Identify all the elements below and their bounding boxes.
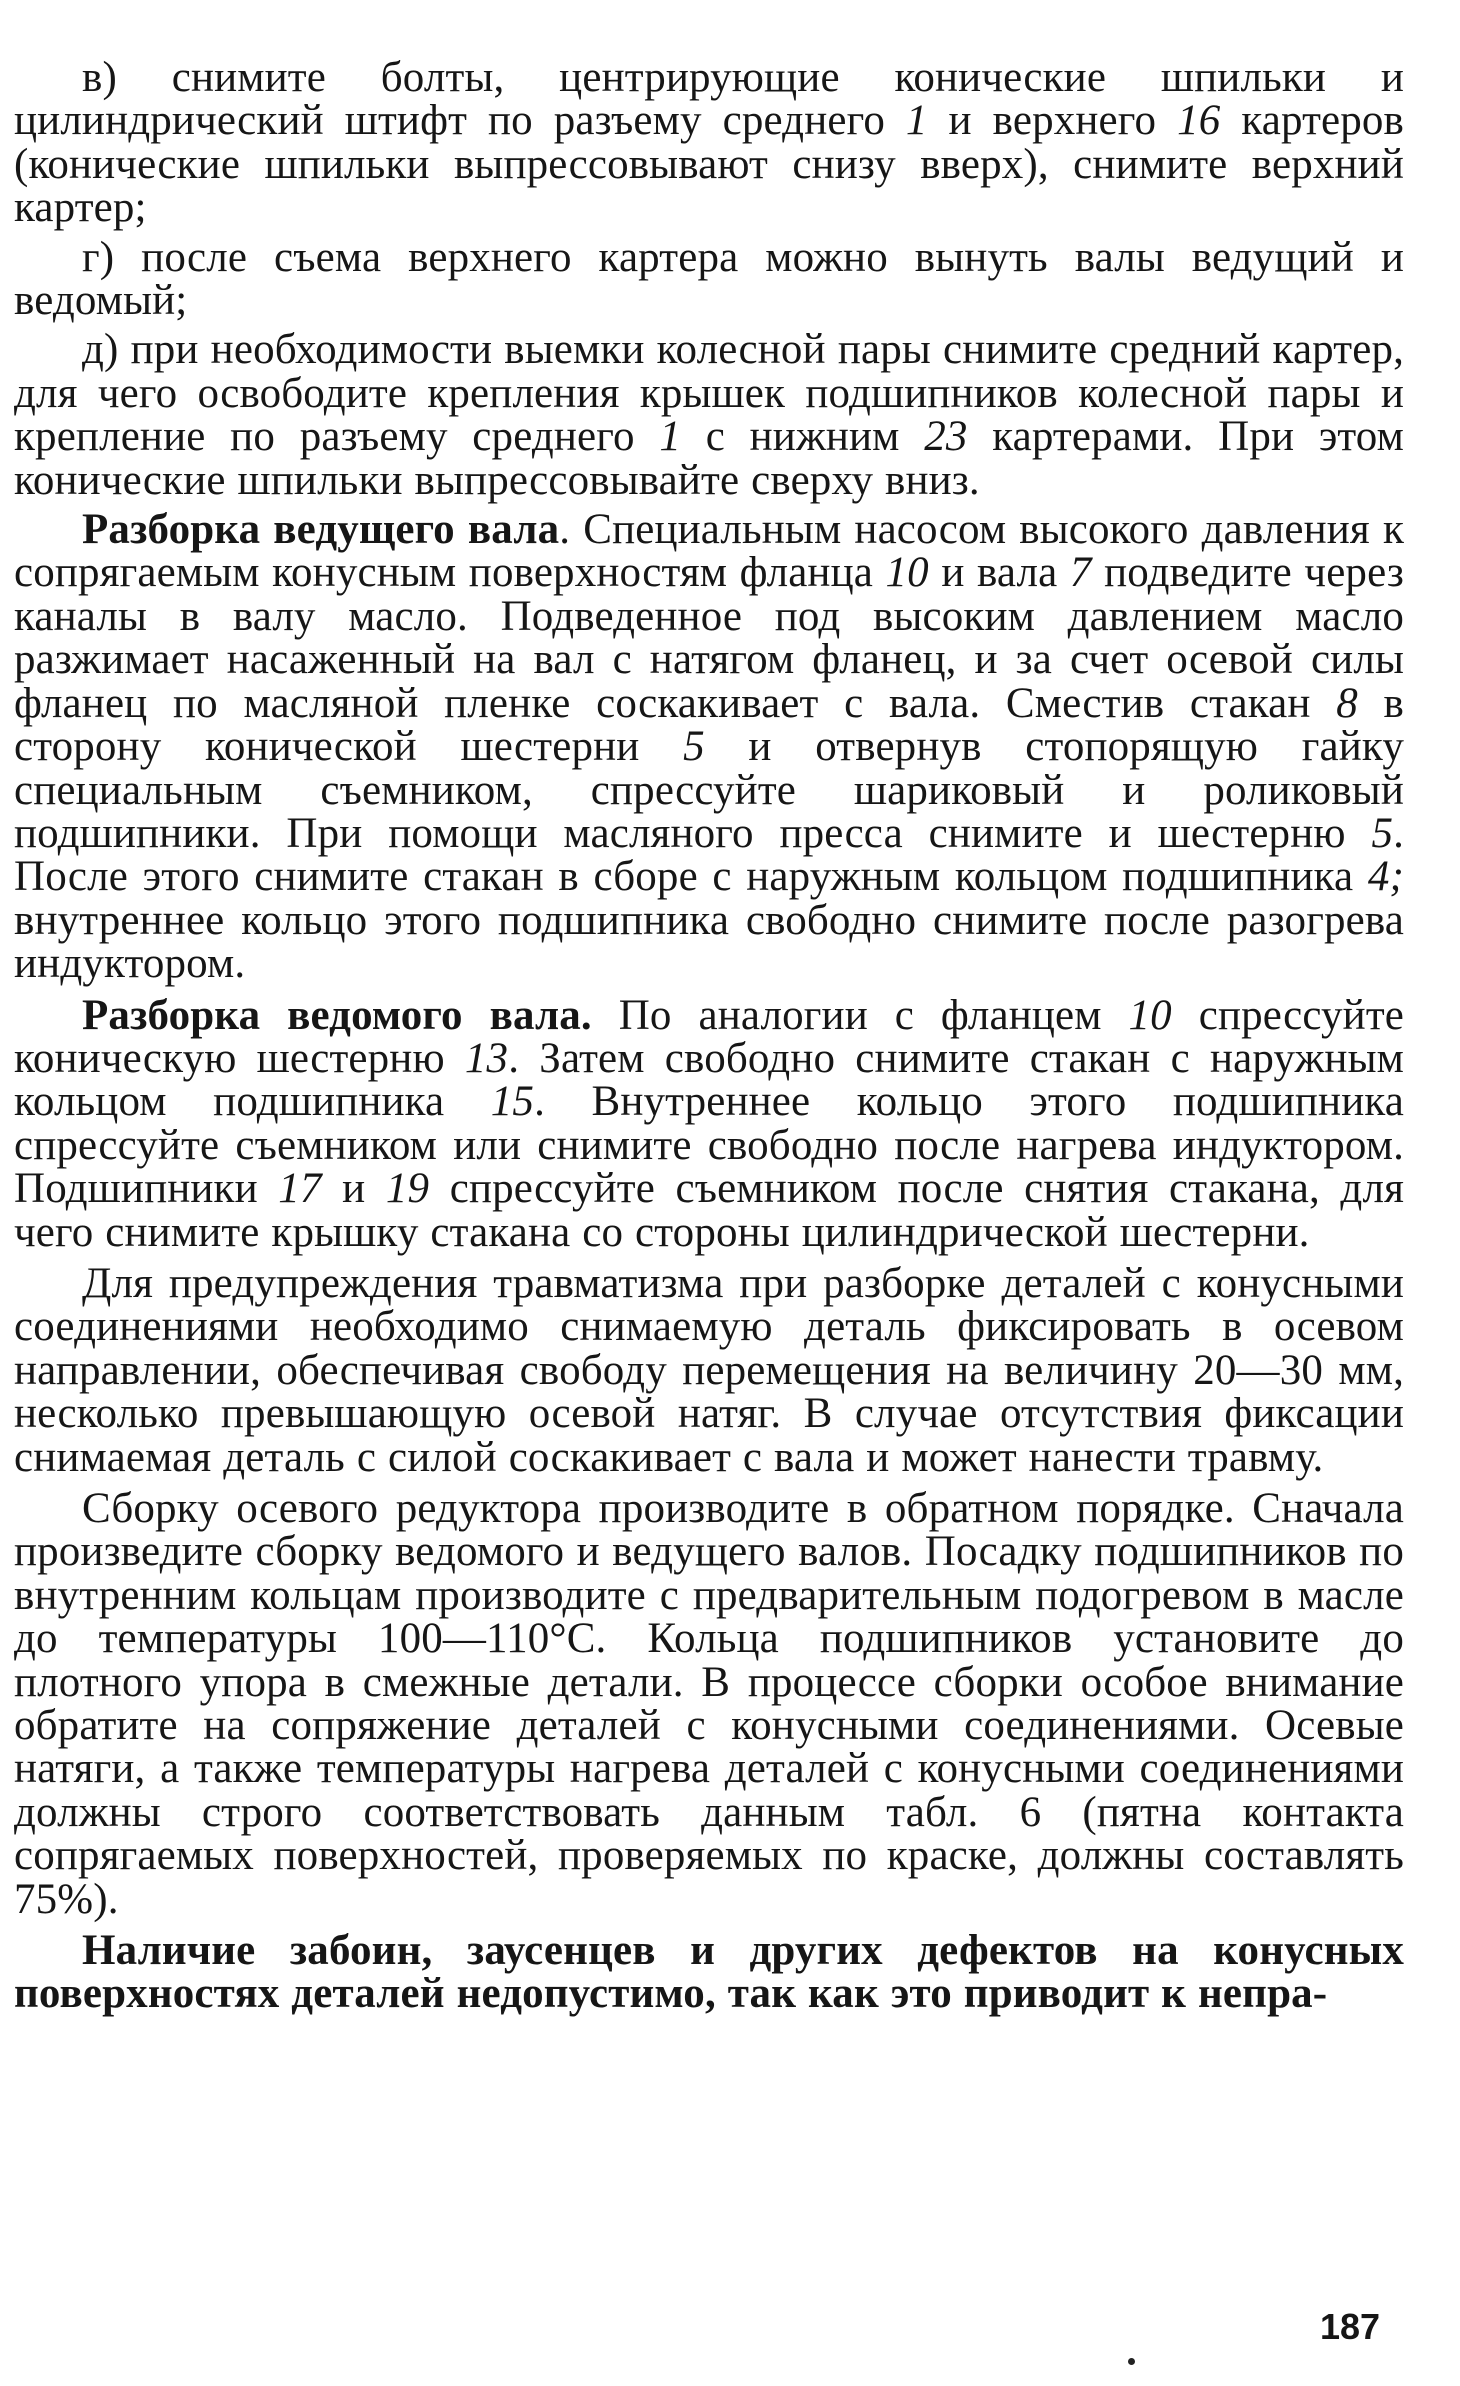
reference-number: 8: [1336, 679, 1358, 727]
reference-number: 17: [278, 1165, 322, 1213]
text-run: г) после съема верхнего картера можно вынуть валы ведущий и ведомый;: [14, 233, 1404, 325]
reference-number: 5: [683, 723, 705, 771]
text-run: Сборку осевого редуктора производите в обратном порядке. Сначала произведите сборку ведомого и ведущего валов. Посадку подшипников по внутренним кольцам производите с предварительным подогревом в масле до температуры 100—110°С. Кольца подшипников установите до плотного упора в смежные детали. В процессе сборки особое внимание обратите на сопряжение деталей с конусными соединениями. Осевые натяги, а также температуры нагрева деталей с конусными соединениями должны строго соответствовать данным табл. 6 (пятна контакта сопрягаемых поверхностей, проверяемых по краске, должны составлять 75%).: [14, 1485, 1404, 1923]
text-run: и вала: [928, 549, 1070, 597]
paragraph-drive-shaft: [14, 506, 1404, 988]
reference-number: 10: [1128, 991, 1172, 1039]
paragraph-d: [14, 328, 1404, 502]
text-run: . Специальным насосом высокого давления к сопрягаемым конусным поверхностям фланца: [14, 506, 1404, 597]
reference-number: 15: [490, 1078, 535, 1126]
reference-number: 10: [885, 549, 929, 597]
text-run: . Затем свободно снимите стакан с наружным кольцом подшипника: [14, 1034, 1404, 1126]
text-run: и верхнего: [927, 97, 1178, 145]
print-speck: [1128, 2358, 1135, 2365]
text-run: и отвернув стопорящую гайку специальным съемником, спрессуйте шариковый и роликовый подшипники. При помощи масляного пресса снимите и шестерню: [14, 723, 1404, 857]
reference-number: 4;: [1367, 853, 1404, 901]
text-run: картерами. При этом конические шпильки выпрессовывайте сверху вниз.: [14, 413, 1404, 504]
reference-number: 7: [1069, 549, 1092, 597]
reference-number: 16: [1177, 97, 1221, 145]
bold-run: Наличие забоин, заусенцев и других дефектов на конусных поверхностях деталей недопустимо, так как это приводит к непра-: [14, 1927, 1404, 2018]
bold-run: Разборка ведомого вала.: [82, 991, 592, 1039]
reference-number: 13: [464, 1034, 509, 1082]
reference-number: 1: [659, 413, 682, 461]
paragraph-safety: [14, 1259, 1404, 1481]
text-run: внутреннее кольцо этого подшипника свободно снимите после разогрева индуктором.: [14, 896, 1404, 988]
reference-number: 5: [1371, 809, 1394, 857]
paragraph-v: [14, 56, 1404, 230]
reference-number: 19: [385, 1165, 430, 1213]
page-number: 187: [1320, 2306, 1381, 2347]
reference-number: 1: [905, 97, 928, 145]
text-run: По аналогии с фланцем: [591, 991, 1129, 1039]
paragraph-driven-shaft: [14, 991, 1404, 1256]
text-run: в) снимите болты, центрирующие конические шпильки и цилиндрический штифт по разъему среднего: [14, 54, 1404, 145]
text-run: с нижним: [681, 413, 925, 461]
text-run: картеров (конические шпильки выпрессовывают снизу вверх), снимите верхний картер;: [14, 97, 1404, 232]
text-run: спрессуйте коническую шестерню: [14, 991, 1404, 1082]
text-run: подведите через каналы в валу масло. Подведенное под высоким давлением масло разжимает насаженный на вал с натягом фланец, и за счет осевой силы фланец по масляной пленке соскакивает с вала. Сместив стакан: [14, 549, 1404, 727]
paragraph-g: [14, 233, 1404, 325]
text-run: спрессуйте съемником после снятия стакана, для чего снимите крышку стакана со стороны цилиндрической шестерни.: [14, 1165, 1404, 1256]
bold-run: Разборка ведущего вала: [82, 506, 560, 554]
text-run: д) при необходимости выемки колесной пары снимите средний картер, для чего освободите крепления крышек подшипников колесной пары и крепление по разъему среднего: [14, 326, 1404, 461]
text-run: . Внутреннее кольцо этого подшипника спрессуйте съемником или снимите свободно после нагрева индуктором. Подшипники: [14, 1078, 1404, 1213]
paragraph-defects: [14, 1929, 1404, 2016]
text-run: Для предупреждения травматизма при разборке деталей с конусными соединениями необходимо снимаемую деталь фиксировать в осевом направлении, обеспечивая свободу перемещения на величину 20—30 мм, несколько превышающую осевой натяг. В случае отсутствия фиксации снимаемая деталь с силой соскакивает с вала и может нанести травму.: [14, 1259, 1404, 1481]
reference-number: 23: [924, 413, 968, 461]
page-text: [14, 56, 1404, 2024]
text-run: . После этого снимите стакан в сборе с наружным кольцом подшипника: [14, 809, 1404, 901]
paragraph-assembly: [14, 1487, 1404, 1921]
text-run: и: [321, 1165, 386, 1213]
text-run: в сторону конической шестерни: [14, 679, 1404, 771]
